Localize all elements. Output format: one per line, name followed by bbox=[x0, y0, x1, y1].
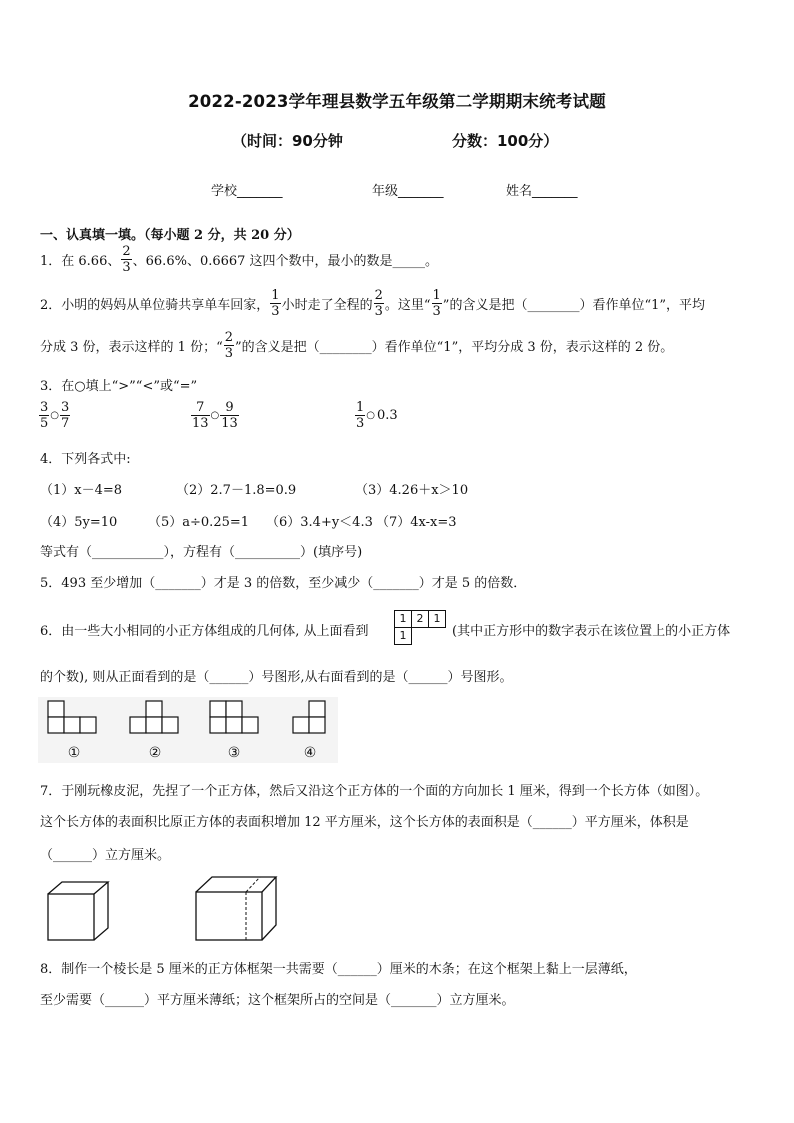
option-label: ④ bbox=[303, 745, 317, 761]
compare-circle[interactable]: ○ bbox=[50, 410, 60, 421]
exam-time: （时间：90分钟 bbox=[232, 132, 343, 150]
equation-item: （7）4x-x=3 bbox=[376, 515, 457, 530]
view-options-figure bbox=[38, 697, 338, 763]
cuboid-figure bbox=[194, 874, 280, 942]
fraction: $\frac{1}{3}$ bbox=[432, 288, 441, 319]
school-field[interactable]: 学校_______ bbox=[211, 184, 283, 199]
question-4-stem: 4．下列各式中: bbox=[40, 452, 131, 467]
question-4-answer[interactable]: 等式有（___________），方程有（__________）(填序号) bbox=[40, 545, 363, 560]
compare-a: $\frac{3}{5}$ ○ $\frac{3}{7}$ bbox=[40, 400, 70, 431]
question-3-stem: 3．在○填上“>”“<”或“=” bbox=[40, 379, 198, 394]
equation-item: （4）5y=10 bbox=[40, 515, 118, 530]
question-8-line-1[interactable]: 8．制作一个棱长是 5 厘米的正方体框架一共需要（______）厘米的木条；在这个框架上黏上一层薄纸， bbox=[40, 962, 637, 977]
option-label: ② bbox=[148, 745, 162, 761]
equation-item: （3）4.26＋x＞10 bbox=[355, 483, 469, 498]
question-6-line-2[interactable]: 的个数), 则从正面看到的是（______）号图形,从右面看到的是（______）号图形。 bbox=[40, 670, 513, 685]
fraction: $\frac{1}{3}$ bbox=[271, 288, 280, 319]
question-7-line-3[interactable]: （______）立方厘米。 bbox=[40, 848, 171, 863]
question-5[interactable]: 5．493 至少增加（_______）才是 3 的倍数，至少减少（_______）才是 5 的倍数． bbox=[40, 576, 527, 591]
option-label: ① bbox=[67, 745, 81, 761]
name-field[interactable]: 姓名_______ bbox=[506, 184, 578, 199]
compare-circle[interactable]: ○ bbox=[210, 410, 220, 421]
equation-item: （2）2.7－1.8=0.9 bbox=[176, 483, 297, 498]
question-6-line-1b: (其中正方形中的数字表示在该位置上的小正方体 bbox=[452, 624, 731, 639]
question-1: 1．在 6.66、 $\frac{2}{3}$ 、66.6%、0.6667 这四个数中，最小的数是_____。 bbox=[40, 244, 439, 275]
page-title: 2022-2023学年理县数学五年级第二学期期末统考试题 bbox=[188, 92, 606, 111]
grade-field[interactable]: 年级_______ bbox=[372, 184, 444, 199]
top-view-grid: 1 2 1 1 bbox=[394, 610, 448, 646]
section-heading: 一、认真填一填。（每小题 2 分，共 20 分） bbox=[40, 228, 300, 243]
compare-circle[interactable]: ○ bbox=[366, 410, 376, 421]
question-6-line-1a: 6．由一些大小相同的小正方体组成的几何体, 从上面看到 bbox=[40, 624, 369, 639]
question-2-line-2: 分成 3 份，表示这样的 1 份；“ $\frac{2}{3}$ ”的含义是把（________）看作单位“1”，平均分成 3 份，表示这样的 2 份。 bbox=[40, 330, 674, 361]
equation-item: （1）x－4=8 bbox=[40, 483, 123, 498]
question-7-line-2[interactable]: 这个长方体的表面积比原正方体的表面积增加 12 平方厘米，这个长方体的表面积是（______）平方厘米，体积是 bbox=[40, 815, 689, 830]
question-8-line-2[interactable]: 至少需要（______）平方厘米薄纸；这个框架所占的空间是（_______）立方厘米。 bbox=[40, 993, 515, 1008]
fraction: $\frac{2}{3}$ bbox=[122, 244, 131, 275]
fraction: $\frac{2}{3}$ bbox=[224, 330, 233, 361]
option-label: ③ bbox=[227, 745, 241, 761]
compare-b: $\frac{7}{13}$ ○ $\frac{9}{13}$ bbox=[192, 400, 238, 431]
equation-item: （5）a÷0.25=1 bbox=[148, 515, 250, 530]
fraction: $\frac{2}{3}$ bbox=[374, 288, 383, 319]
question-7-line-1: 7．于刚玩橡皮泥，先捏了一个正方体，然后又沿这个正方体的一个面的方向加长 1 厘米，得到一个长方体（如图）。 bbox=[40, 784, 709, 799]
question-2-line-1: 2．小明的妈妈从单位骑共享单车回家， $\frac{1}{3}$ 小时走了全程的 $\frac{2}{3}$ 。这里“ $\frac{1}{3}$ ”的含义是把（________）看作单位“1”，平均 bbox=[40, 288, 706, 319]
cube-figure bbox=[46, 880, 116, 942]
equation-item: （6）3.4+y＜4.3 bbox=[266, 515, 373, 530]
compare-c: $\frac{1}{3}$ ○ 0.3 bbox=[356, 400, 398, 431]
exam-score: 分数：100分） bbox=[452, 132, 559, 150]
